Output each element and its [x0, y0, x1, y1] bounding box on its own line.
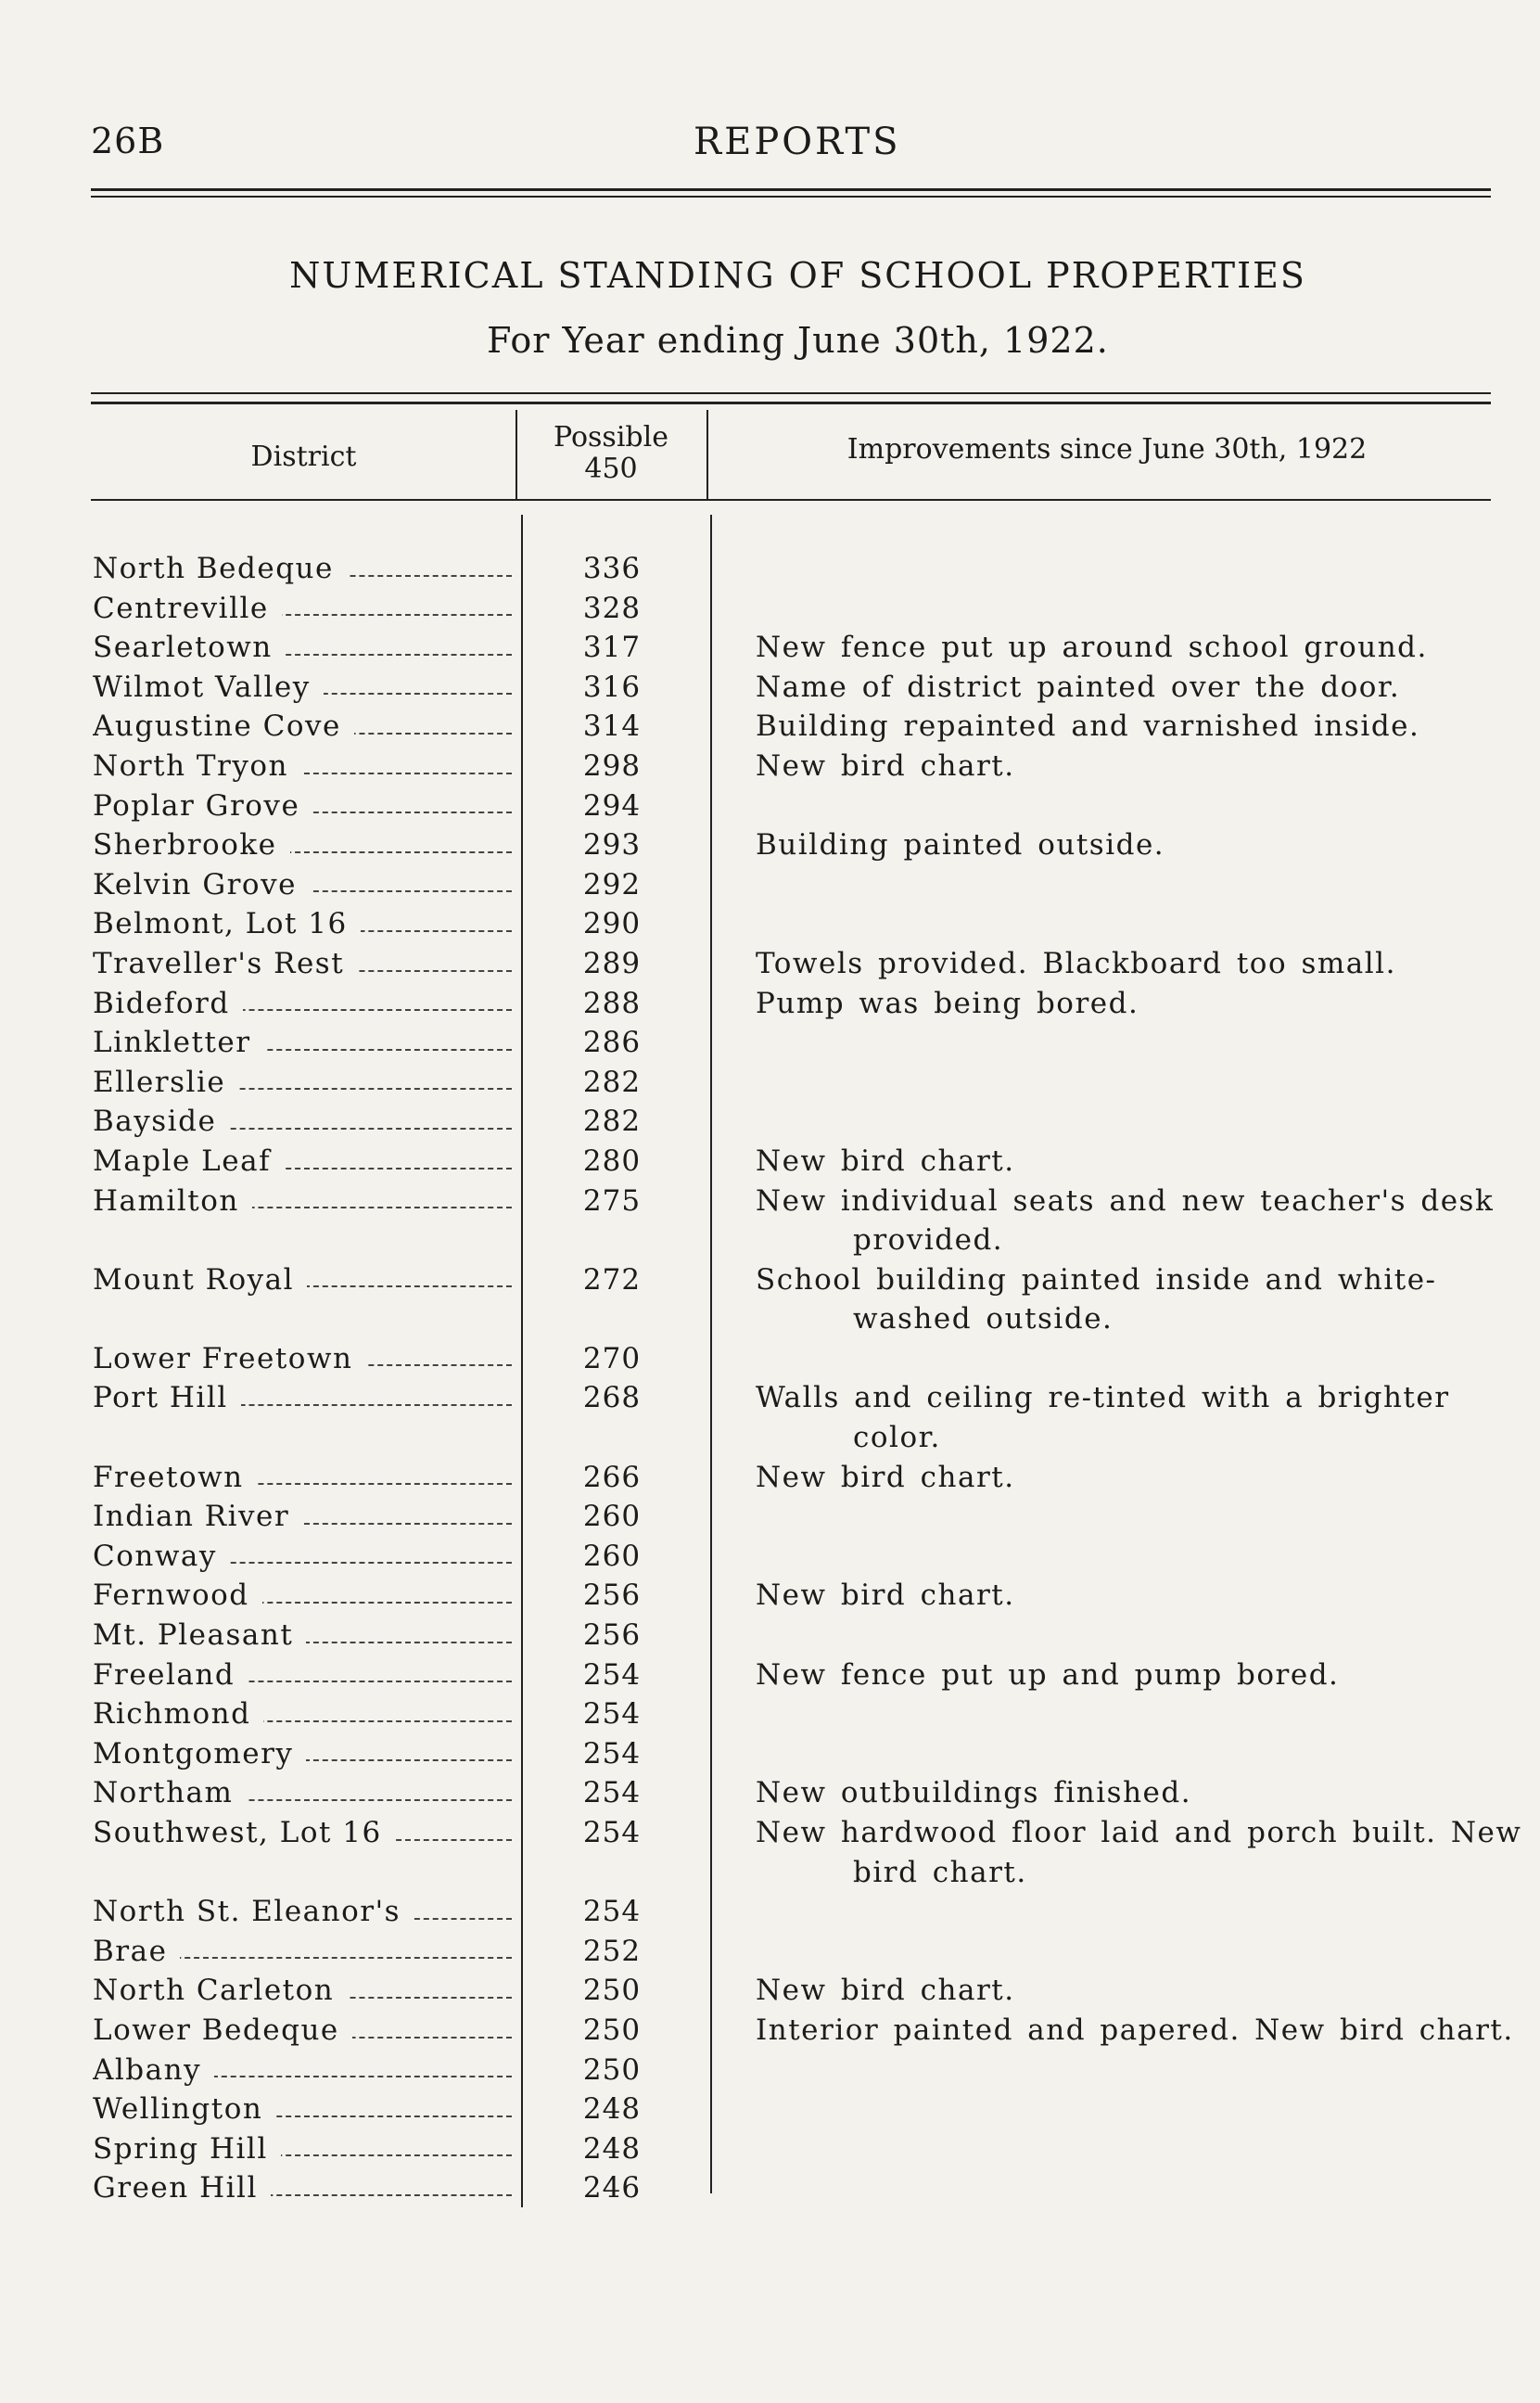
table-row: [93, 904, 1502, 944]
improvement-cell: [756, 1773, 1540, 1813]
column-header-improvements: Improvements since June 30th, 1922: [846, 433, 1368, 466]
table-row: [93, 1971, 1502, 2011]
district-name: Albany: [93, 2053, 214, 2087]
improvement-text: New fence put up around school ground.: [756, 631, 1428, 665]
improvement-text: New bird chart.: [756, 1144, 1015, 1178]
district-cell: [93, 2168, 512, 2208]
score-cell: 317: [582, 631, 642, 665]
district-cell: [93, 747, 512, 786]
column-header-possible-value: 450: [584, 453, 638, 485]
score-cell: 266: [582, 1460, 642, 1494]
table-row: [93, 1458, 1502, 1498]
table-row: [93, 2011, 1514, 2051]
table-row: [93, 2051, 1502, 2090]
district-cell: [93, 1142, 512, 1182]
district-cell: [93, 1339, 512, 1379]
district-cell: [93, 1102, 512, 1142]
district-name: Freeland: [93, 1658, 248, 1692]
improvement-text: Building repainted and varnished inside.: [756, 709, 1420, 744]
district-name: Fernwood: [93, 1579, 262, 1612]
district-cell: [93, 2129, 512, 2169]
score-cell: 286: [582, 1026, 642, 1060]
improvement-text-continued: provided.: [853, 1223, 1004, 1258]
table-row: [93, 944, 1502, 984]
score-cell: 282: [582, 1065, 642, 1099]
column-divider-1: [515, 410, 517, 499]
improvement-text: New fence put up and pump bored.: [756, 1657, 1340, 1692]
table-row: [93, 1655, 1502, 1695]
district-cell: [93, 589, 512, 629]
improvement-cell: [756, 668, 1540, 708]
district-name: Wellington: [93, 2092, 275, 2126]
district-name: Wilmot Valley: [93, 671, 324, 704]
district-cell: [93, 1182, 512, 1221]
improvement-text: New bird chart.: [756, 1579, 1015, 1613]
improvement-cell: [756, 1260, 1540, 1339]
column-header-possible: [515, 422, 706, 485]
improvement-cell: [756, 628, 1540, 668]
improvement-cell: [756, 1458, 1540, 1498]
table-body: [93, 549, 1522, 2208]
district-cell: [93, 668, 512, 708]
district-cell: [93, 2090, 512, 2129]
table-row: [93, 984, 1502, 1024]
improvement-text: New bird chart.: [756, 1460, 1015, 1494]
header-rule-top: [91, 188, 1491, 191]
score-cell: 290: [582, 907, 642, 941]
score-cell: 275: [582, 1183, 642, 1218]
score-cell: 316: [582, 670, 642, 704]
table-row: [93, 1142, 1502, 1182]
district-name: Southwest, Lot 16: [93, 1816, 395, 1849]
improvement-cell: [756, 1576, 1540, 1616]
district-name: Lower Freetown: [93, 1342, 365, 1375]
district-cell: [93, 944, 512, 984]
table-row: [93, 1892, 1502, 1932]
improvement-text: New bird chart.: [756, 1974, 1015, 2008]
district-cell: [93, 1813, 512, 1853]
table-row: [93, 2168, 1502, 2208]
district-name: Indian River: [93, 1500, 302, 1533]
page-header: [91, 121, 1491, 167]
score-cell: 250: [582, 2052, 642, 2087]
district-name: Brae: [93, 1935, 180, 1968]
improvement-cell: [756, 1142, 1540, 1182]
improvement-cell: [756, 1182, 1540, 1260]
district-name: North St. Eleanor's: [93, 1895, 414, 1928]
page-number: 26B: [91, 121, 165, 161]
score-cell: 254: [582, 1895, 642, 1929]
improvement-text: Pump was being bored.: [756, 986, 1139, 1020]
district-name: Hamilton: [93, 1184, 252, 1218]
district-cell: [93, 865, 512, 905]
score-cell: 248: [582, 2131, 642, 2166]
table-row: [93, 1182, 1502, 1260]
score-cell: 280: [582, 1144, 642, 1178]
district-cell: [93, 1378, 512, 1418]
improvement-text: Towels provided. Blackboard too small.: [756, 946, 1396, 980]
score-cell: 250: [582, 1974, 642, 2008]
district-cell: [93, 1971, 512, 2011]
score-cell: 289: [582, 946, 642, 980]
district-cell: [93, 1773, 512, 1813]
district-name: Traveller's Rest: [93, 947, 357, 980]
table-row: [93, 1576, 1502, 1616]
score-cell: 270: [582, 1341, 642, 1375]
district-name: Mt. Pleasant: [93, 1618, 306, 1652]
district-name: Spring Hill: [93, 2132, 281, 2166]
district-cell: [93, 2011, 512, 2051]
district-name: Searletown: [93, 631, 286, 664]
score-cell: 272: [582, 1262, 642, 1297]
score-cell: 268: [582, 1381, 642, 1415]
score-cell: 260: [582, 1539, 642, 1573]
table-row: [93, 825, 1502, 865]
table-row: [93, 1932, 1502, 1972]
score-cell: 294: [582, 788, 642, 823]
table-row: [93, 1063, 1502, 1103]
district-cell: [93, 1694, 512, 1734]
table-row: [93, 668, 1502, 708]
improvement-text-continued: color.: [853, 1421, 941, 1455]
score-cell: 260: [582, 1500, 642, 1534]
score-cell: 256: [582, 1579, 642, 1613]
score-cell: 256: [582, 1618, 642, 1653]
district-name: Montgomery: [93, 1737, 306, 1770]
district-name: Conway: [93, 1540, 230, 1573]
table-row: [93, 2090, 1502, 2129]
table-subtitle: For Year ending June 30th, 1922.: [487, 320, 1109, 361]
score-cell: 293: [582, 828, 642, 863]
score-cell: 252: [582, 1934, 642, 1968]
table-row: [93, 1734, 1502, 1774]
score-cell: 298: [582, 748, 642, 783]
table-row: [93, 1813, 1522, 1892]
district-cell: [93, 707, 512, 747]
district-cell: [93, 1063, 512, 1103]
improvement-cell: [756, 1813, 1540, 1892]
improvement-text: New individual seats and new teacher's desk: [756, 1183, 1495, 1218]
district-cell: [93, 1655, 512, 1695]
improvement-text: New bird chart.: [756, 748, 1015, 783]
improvement-cell: [756, 747, 1540, 786]
district-cell: [93, 904, 512, 944]
table-title: NUMERICAL STANDING OF SCHOOL PROPERTIES: [289, 255, 1306, 296]
improvement-text-continued: bird chart.: [853, 1855, 1027, 1889]
score-cell: 328: [582, 591, 642, 625]
score-cell: 254: [582, 1657, 642, 1692]
district-name: North Tryon: [93, 749, 301, 783]
improvement-cell: [756, 1971, 1540, 2011]
district-cell: [93, 786, 512, 826]
district-name: Centreville: [93, 592, 282, 625]
district-name: Freetown: [93, 1461, 257, 1494]
table-row: [93, 2129, 1502, 2169]
district-cell: [93, 1537, 512, 1577]
district-name: Poplar Grove: [93, 789, 312, 823]
district-cell: [93, 2051, 512, 2090]
table-row: [93, 1537, 1502, 1577]
table-row: [93, 707, 1502, 747]
table-row: [93, 1694, 1502, 1734]
improvement-text: New outbuildings finished.: [756, 1776, 1192, 1810]
improvement-cell: [756, 944, 1540, 984]
improvement-cell: [756, 2011, 1540, 2051]
district-name: Port Hill: [93, 1381, 241, 1414]
improvement-cell: [756, 1378, 1540, 1457]
table-row: [93, 747, 1502, 786]
column-header-district: District: [250, 441, 357, 473]
score-cell: 314: [582, 709, 642, 744]
district-cell: [93, 628, 512, 668]
running-head: REPORTS: [694, 121, 901, 163]
district-cell: [93, 1458, 512, 1498]
district-name: Lower Bedeque: [93, 2013, 352, 2047]
improvement-text: New hardwood floor laid and porch built. New: [756, 1816, 1522, 1849]
district-cell: [93, 1734, 512, 1774]
improvement-text: Name of district painted over the door.: [756, 670, 1401, 704]
district-cell: [93, 1497, 512, 1537]
score-cell: 250: [582, 2013, 642, 2047]
score-cell: 282: [582, 1105, 642, 1139]
district-name: Green Hill: [93, 2171, 271, 2205]
district-name: Ellerslie: [93, 1066, 238, 1099]
improvement-cell: [756, 984, 1540, 1024]
table-row: [93, 1616, 1502, 1655]
improvement-text-continued: washed outside.: [853, 1302, 1114, 1336]
table-row: [93, 549, 1502, 589]
table-row: [93, 1260, 1502, 1339]
district-name: Mount Royal: [93, 1263, 307, 1297]
score-cell: 254: [582, 1697, 642, 1732]
table-row: [93, 589, 1502, 629]
table-row: [93, 786, 1502, 826]
district-name: Linkletter: [93, 1026, 264, 1059]
district-cell: [93, 825, 512, 865]
district-cell: [93, 984, 512, 1024]
score-cell: 246: [582, 2171, 642, 2205]
table-row: [93, 1102, 1502, 1142]
table-top-rule-1: [91, 392, 1491, 394]
district-cell: [93, 1576, 512, 1616]
table-row: [93, 865, 1502, 905]
district-name: Bideford: [93, 987, 243, 1020]
district-name: Bayside: [93, 1105, 229, 1138]
table-row: [93, 628, 1502, 668]
table-row: [93, 1339, 1502, 1379]
district-cell: [93, 1892, 512, 1932]
improvement-text: School building painted inside and white-: [756, 1262, 1437, 1297]
district-name: Kelvin Grove: [93, 868, 310, 901]
improvement-text: Walls and ceiling re-tinted with a brighter: [756, 1381, 1450, 1415]
improvement-text: Building painted outside.: [756, 828, 1165, 863]
district-cell: [93, 1023, 512, 1063]
improvement-cell: [756, 825, 1540, 865]
district-cell: [93, 549, 512, 589]
score-cell: 254: [582, 1736, 642, 1770]
improvement-cell: [756, 1655, 1540, 1695]
district-cell: [93, 1616, 512, 1655]
table-row: [93, 1023, 1502, 1063]
district-name: Augustine Cove: [93, 709, 354, 743]
table-row: [93, 1497, 1502, 1537]
district-name: North Carleton: [93, 1974, 347, 2007]
district-name: North Bedeque: [93, 552, 347, 585]
column-divider-2: [706, 410, 708, 499]
score-cell: 254: [582, 1816, 642, 1849]
column-header-possible-label: Possible: [554, 421, 668, 454]
district-cell: [93, 1260, 512, 1300]
improvement-cell: [756, 707, 1540, 747]
score-cell: 254: [582, 1776, 642, 1810]
score-cell: 288: [582, 986, 642, 1020]
district-name: Belmont, Lot 16: [93, 907, 361, 940]
score-cell: 292: [582, 867, 642, 901]
column-header-rule: [91, 499, 1491, 501]
district-name: Maple Leaf: [93, 1144, 284, 1178]
header-rule-bottom: [91, 196, 1491, 198]
table-row: [93, 1378, 1502, 1457]
district-name: Northam: [93, 1776, 246, 1809]
table-top-rule-2: [91, 402, 1491, 404]
district-name: Richmond: [93, 1697, 263, 1731]
improvement-text: Interior painted and papered. New bird chart.: [756, 2013, 1514, 2047]
district-name: Sherbrooke: [93, 828, 290, 862]
score-cell: 336: [582, 552, 642, 585]
table-row: [93, 1773, 1502, 1813]
score-cell: 248: [582, 2092, 642, 2127]
district-cell: [93, 1932, 512, 1972]
